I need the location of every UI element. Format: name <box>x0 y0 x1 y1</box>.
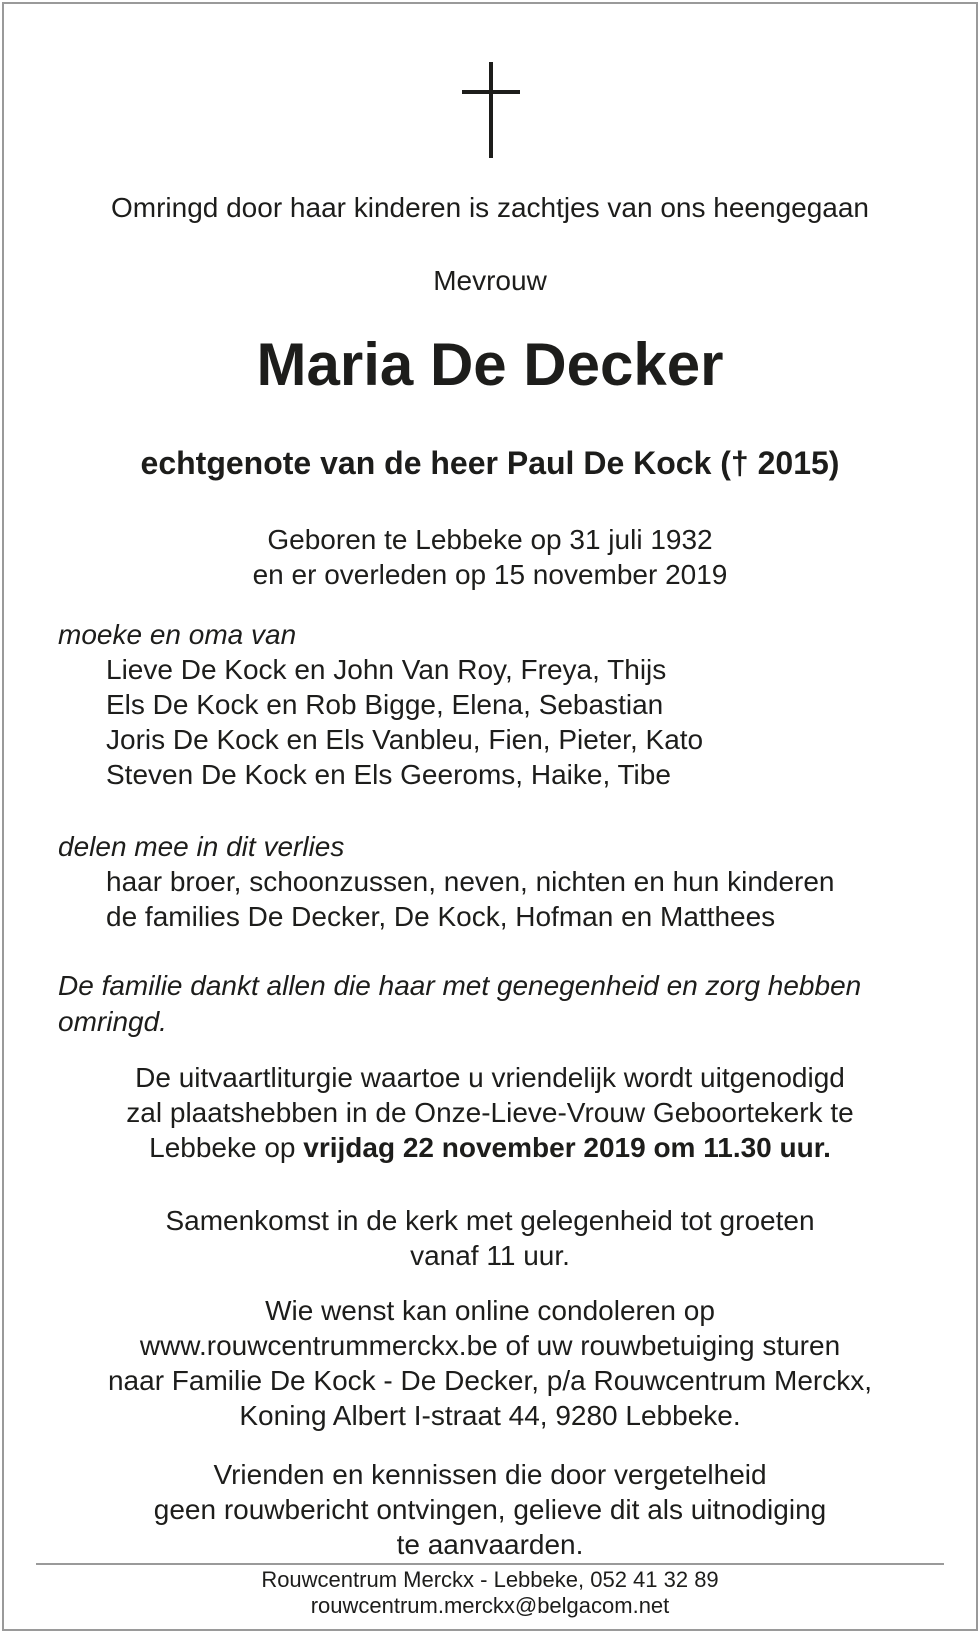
family-list <box>106 652 703 792</box>
intro-text: Omringd door haar kinderen is zachtjes van ons heengegaan <box>110 192 870 223</box>
funeral-place: Lebbeke op <box>149 1132 304 1163</box>
gathering-line: Samenkomst in de kerk met gelegenheid tot groeten <box>165 1205 815 1236</box>
request-line: te aanvaarden. <box>396 1529 584 1560</box>
gathering-line: vanaf 11 uur. <box>410 1240 570 1271</box>
gathering-info <box>0 1203 980 1273</box>
funeral-line: zal plaatshebben in de Onze-Lieve-Vrouw Geboortekerk te <box>126 1097 854 1128</box>
relatives-member: haar broer, schoonzussen, neven, nichten en hun kinderen <box>106 866 835 897</box>
cross-icon <box>462 62 520 158</box>
condolence-info <box>0 1293 980 1433</box>
condolence-website: www.rouwcentrummerckx.be of uw rouwbetuiging sturen <box>139 1330 841 1361</box>
family-label: moeke en oma van <box>58 619 297 650</box>
relatives-list <box>106 864 835 934</box>
thanks-text: De familie dankt allen die haar met genegenheid en zorg hebben omringd. <box>58 970 862 1037</box>
family-member: Steven De Kock en Els Geeroms, Haike, Tibe <box>106 759 671 790</box>
funeral-line <box>0 1130 980 1165</box>
condolence-line: Wie wenst kan online condoleren op <box>265 1295 715 1326</box>
request-line: Vrienden en kennissen die door vergetelheid <box>213 1459 767 1490</box>
funeral-date-time: vrijdag 22 november 2019 om 11.30 uur. <box>303 1132 831 1163</box>
family-member: Joris De Kock en Els Vanbleu, Fien, Pieter, Kato <box>106 724 704 755</box>
salutation: Mevrouw <box>433 265 547 296</box>
funeral-home-email: rouwcentrum.merckx@belgacom.net <box>310 1593 670 1618</box>
footer-divider <box>36 1563 944 1565</box>
death-line: en er overleden op 15 november 2019 <box>252 559 728 590</box>
footer <box>0 1567 980 1619</box>
condolence-address: Koning Albert I-straat 44, 9280 Lebbeke. <box>239 1400 741 1431</box>
funeral-home-contact: Rouwcentrum Merckx - Lebbeke, 052 41 32 89 <box>261 1567 719 1592</box>
life-dates <box>0 522 980 592</box>
relatives-member: de families De Decker, De Kock, Hofman en Matthees <box>106 901 776 932</box>
spouse-line: echtgenote van de heer Paul De Kock († 2015) <box>140 445 840 481</box>
request-line: geen rouwbericht ontvingen, gelieve dit als uitnodiging <box>153 1494 827 1525</box>
birth-line: Geboren te Lebbeke op 31 juli 1932 <box>267 524 713 555</box>
family-member: Els De Kock en Rob Bigge, Elena, Sebastian <box>106 689 664 720</box>
funeral-line: De uitvaartliturgie waartoe u vriendelijk wordt uitgenodigd <box>135 1062 845 1093</box>
condolence-line: naar Familie De Kock - De Decker, p/a Rouwcentrum Merckx, <box>107 1365 873 1396</box>
funeral-info <box>0 1060 980 1165</box>
relatives-label: delen mee in dit verlies <box>58 831 345 862</box>
deceased-name: Maria De Decker <box>256 331 724 398</box>
family-member: Lieve De Kock en John Van Roy, Freya, Thijs <box>106 654 667 685</box>
notice-request <box>0 1457 980 1562</box>
